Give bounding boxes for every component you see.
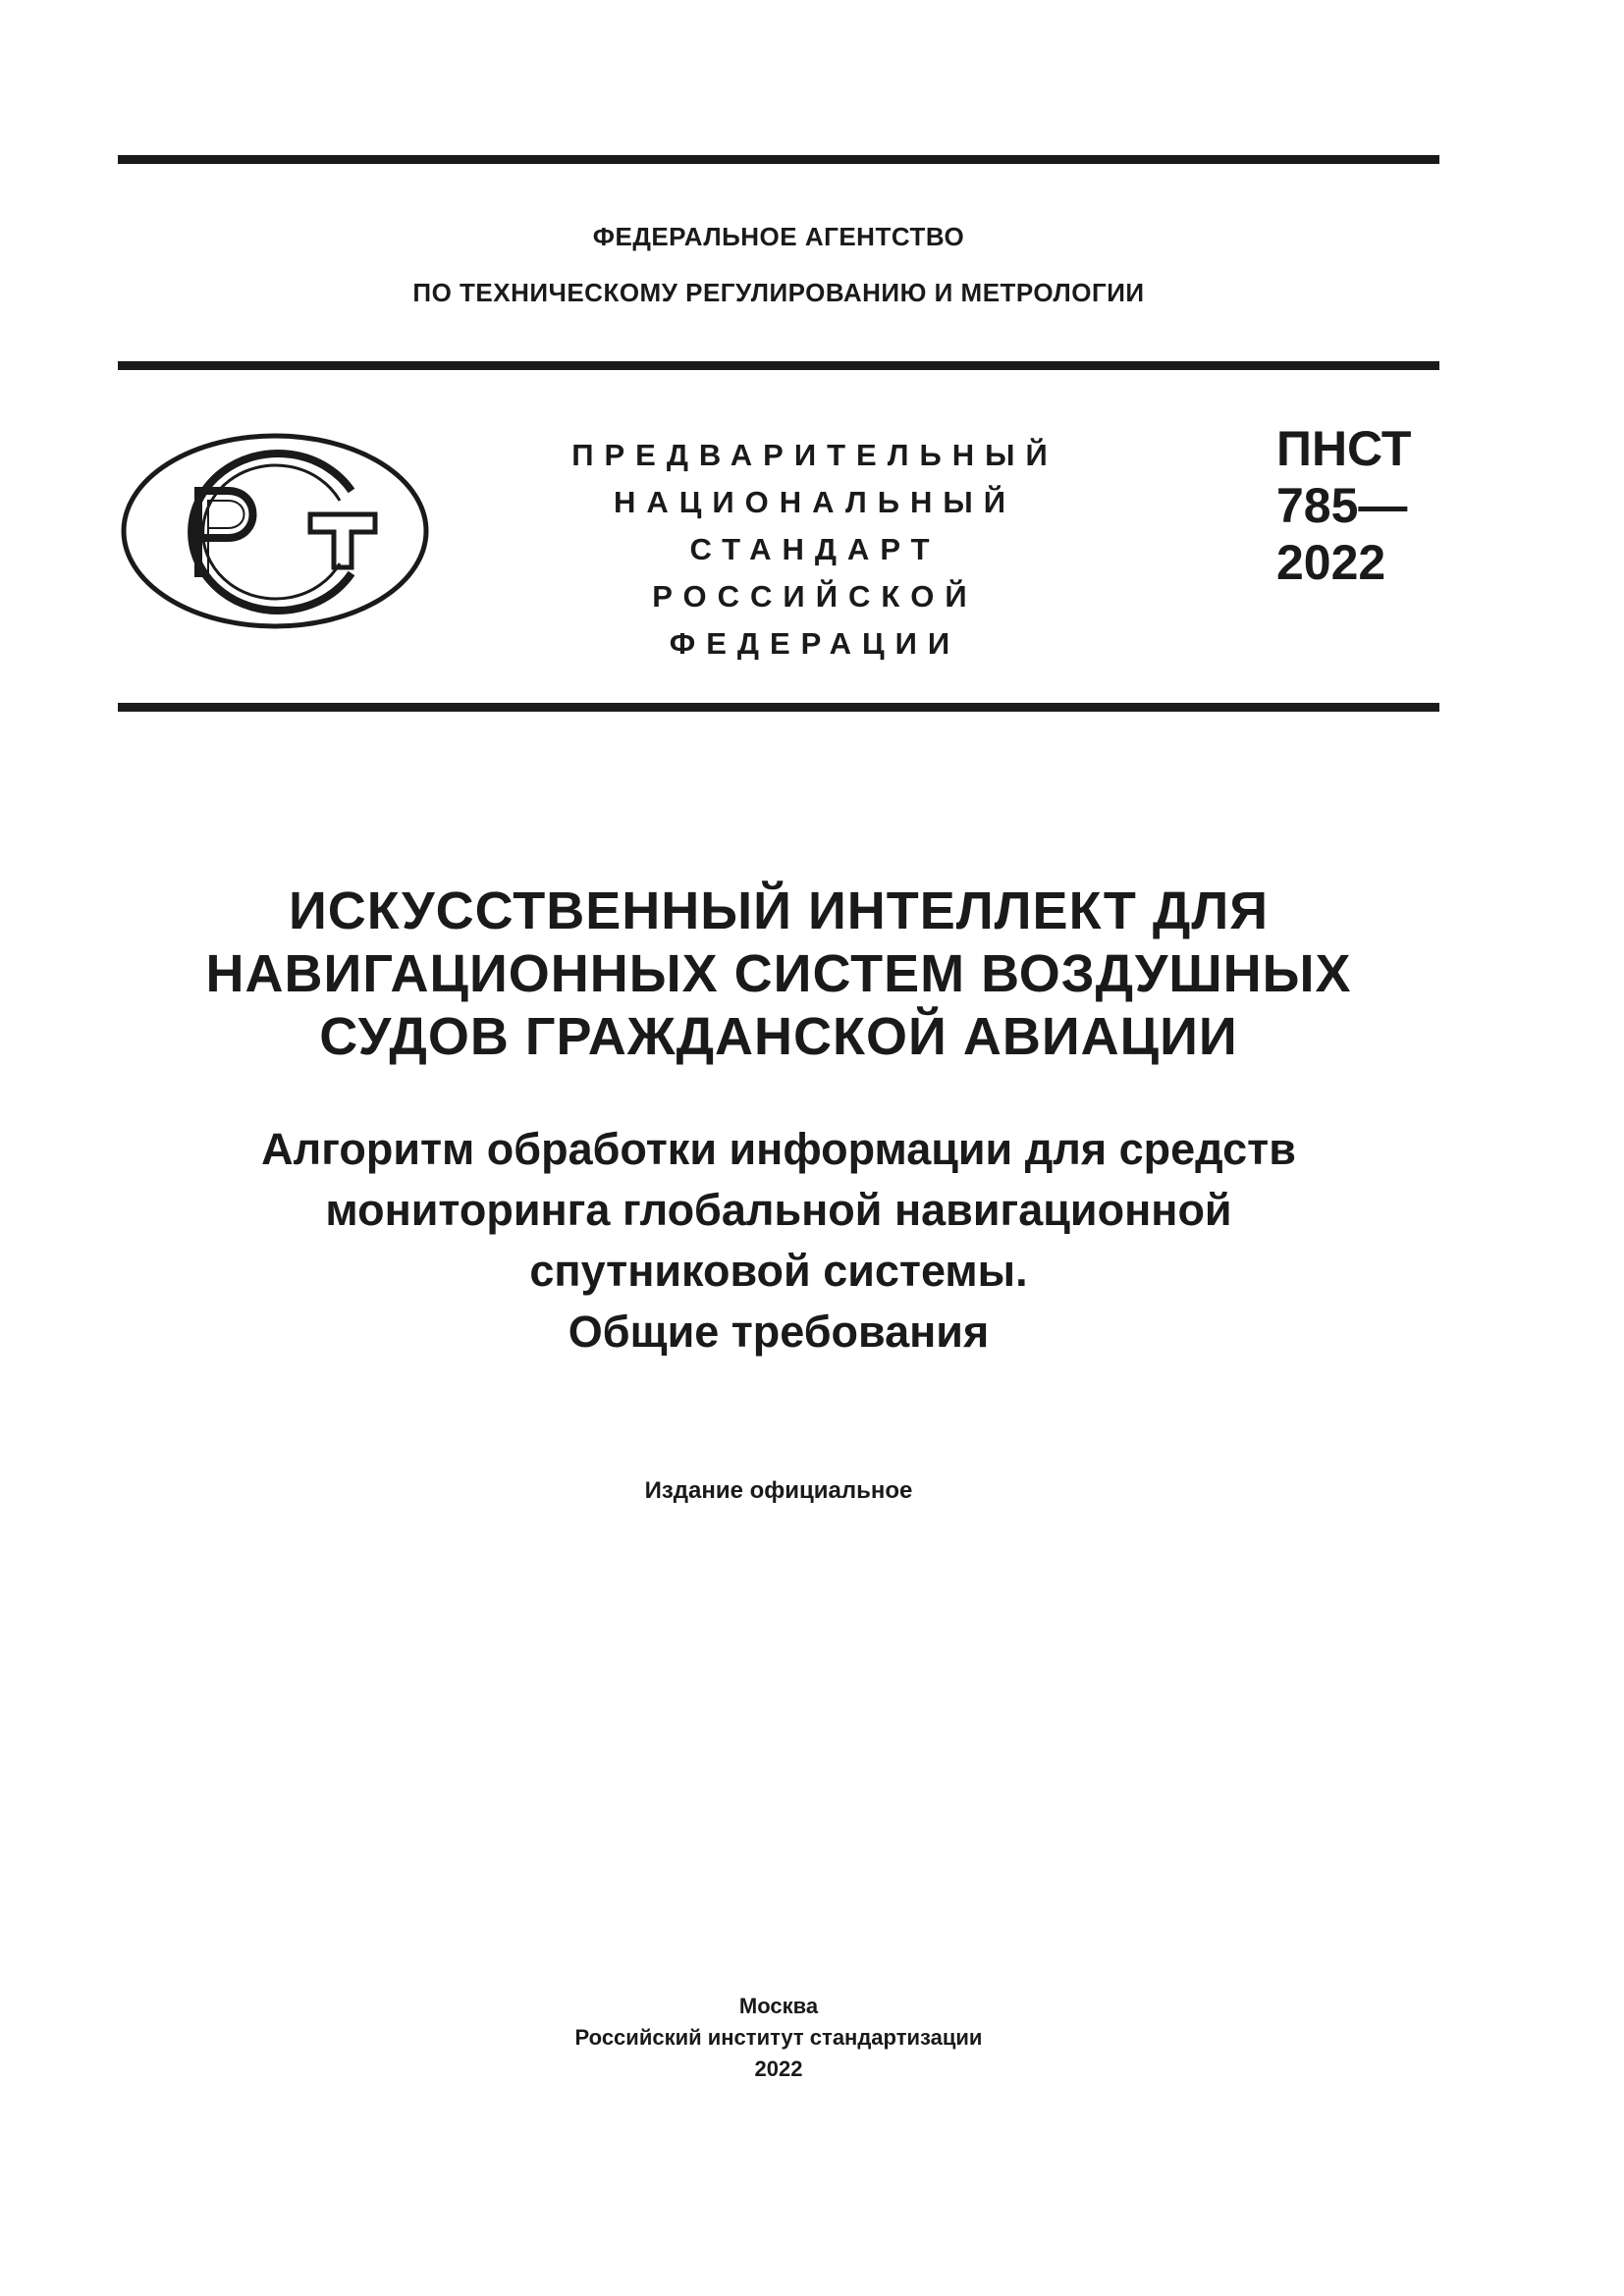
- footer-city: Москва: [738, 1994, 819, 2018]
- standard-type-line2: НАЦИОНАЛЬНЫЙ: [613, 485, 1017, 519]
- title-line3: СУДОВ ГРАЖДАНСКОЙ АВИАЦИИ: [319, 1007, 1238, 1066]
- standard-type-line4: РОССИЙСКОЙ: [652, 579, 978, 614]
- standard-number-block: [1276, 420, 1443, 591]
- header-bottom-rule: [118, 703, 1439, 712]
- subtitle-line4: Общие требования: [568, 1307, 990, 1357]
- title-line2: НАВИГАЦИОННЫХ СИСТЕМ ВОЗДУШНЫХ: [205, 944, 1352, 1003]
- edition-label: Издание официальное: [644, 1477, 913, 1504]
- subtitle-line1: Алгоритм обработки информации для средств: [261, 1124, 1296, 1174]
- standard-type-block: [550, 432, 1080, 667]
- standard-type-line1: ПРЕДВАРИТЕЛЬНЫЙ: [571, 438, 1058, 472]
- subtitle-line3: спутниковой системы.: [529, 1246, 1028, 1296]
- agency-name-line1: ФЕДЕРАЛЬНОЕ АГЕНТСТВО: [592, 222, 965, 251]
- agency-separator-rule: [118, 361, 1439, 370]
- rst-emblem-icon: [118, 430, 432, 632]
- subtitle-line2: мониторинга глобальной навигационной: [325, 1185, 1232, 1235]
- title-line1: ИСКУССТВЕННЫЙ ИНТЕЛЛЕКТ ДЛЯ: [288, 881, 1270, 940]
- footer-year: 2022: [754, 2056, 803, 2081]
- agency-name-line2: ПО ТЕХНИЧЕСКОМУ РЕГУЛИРОВАНИЮ И МЕТРОЛОГИИ: [412, 278, 1145, 307]
- standard-number: 785—: [1276, 478, 1408, 533]
- standard-type-line5: ФЕДЕРАЦИИ: [669, 626, 961, 661]
- standard-type-line3: СТАНДАРТ: [689, 532, 941, 566]
- top-rule: [118, 155, 1439, 164]
- standard-year: 2022: [1276, 535, 1386, 590]
- document-subtitle: [118, 1119, 1439, 1362]
- footer-publisher: Российский институт стандартизации: [574, 2025, 983, 2050]
- standard-number-prefix: ПНСТ: [1276, 421, 1412, 476]
- document-title: [118, 880, 1439, 1068]
- publisher-footer: [118, 1991, 1439, 2085]
